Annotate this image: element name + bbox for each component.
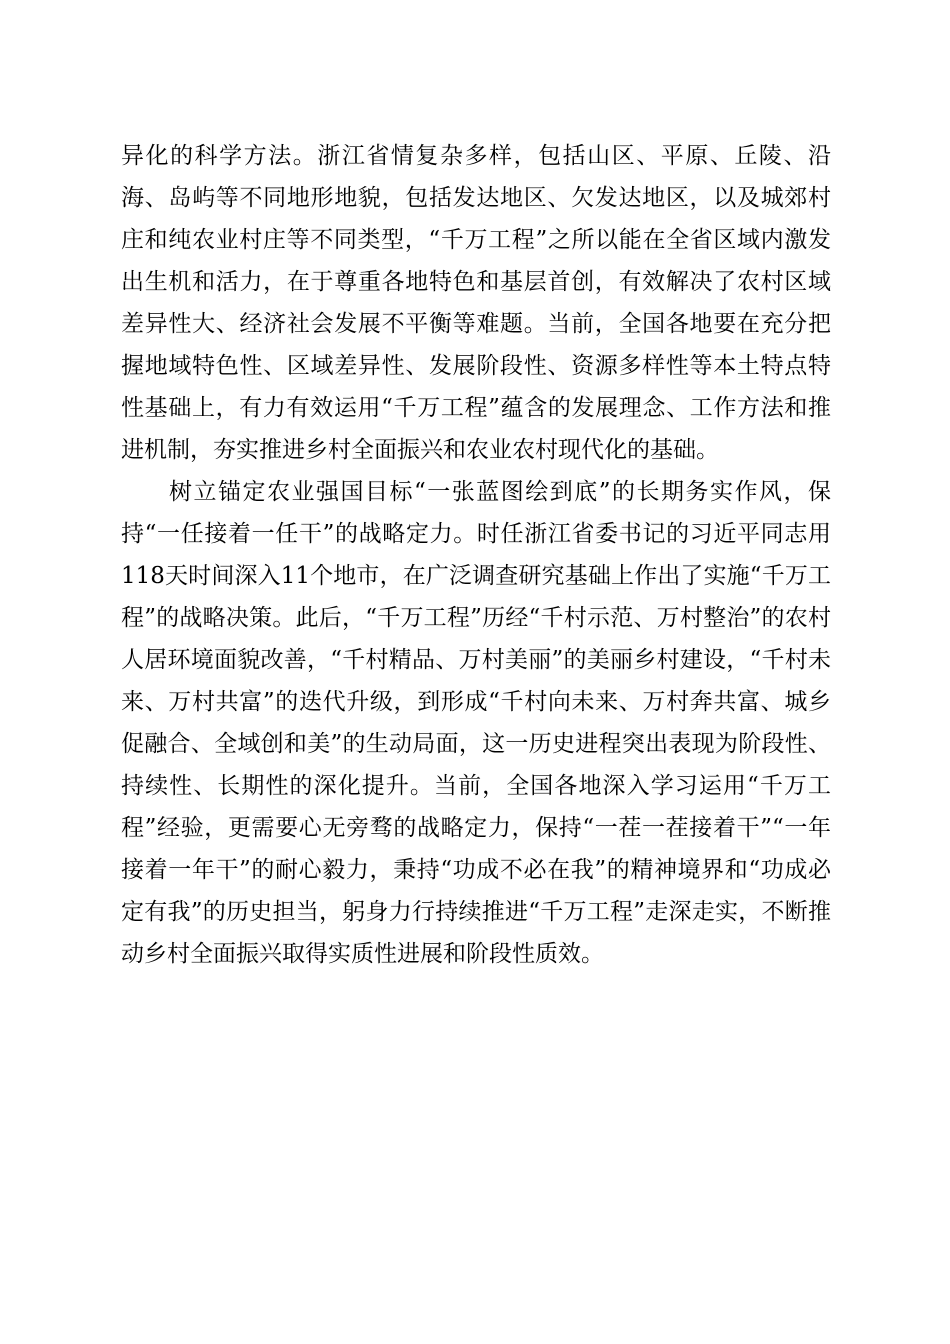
document-body bbox=[121, 135, 831, 975]
paragraph-continuation: 异化的科学方法。浙江省情复杂多样，包括山区、平原、丘陵、沿海、岛屿等不同地形地貌，包括发达地区、欠发达地区，以及城郊村庄和纯农业村庄等不同类型，“千万工程”之所以能在全省区域内激发出生机和活力，在于尊重各地特色和基层首创，有效解决了农村区域差异性大、经济社会发展不平衡等难题。当前，全国各地要在充分把握地域特色性、区域差异性、发展阶段性、资源多样性等本土特点特性基础上，有力有效运用“千万工程”蕴含的发展理念、工作方法和推进机制，夯实推进乡村全面振兴和农业农村现代化的基础。 bbox=[121, 143, 831, 463]
paragraph-strategic-focus: 树立锚定农业强国目标“一张蓝图绘到底”的长期务实作风，保持“一任接着一任干”的战略定力。时任浙江省委书记的习近平同志用118天时间深入11个地市，在广泛调查研究基础上作出了实施“千万工程”的战略决策。此后，“千万工程”历经“千村示范、万村整治”的农村人居环境面貌改善，“千村精品、万村美丽”的美丽乡村建设，“千村未来、万村共富”的迭代升级，到形成“千村向未来、万村奔共富、城乡促融合、全域创和美”的生动局面，这一历史进程突出表现为阶段性、持续性、长期性的深化提升。当前，全国各地深入学习运用“千万工程”经验，更需要心无旁骛的战略定力，保持“一茬一茬接着干”“一年接着一年干”的耐心毅力，秉持“功成不必在我”的精神境界和“功成必定有我”的历史担当，躬身力行持续推进“千万工程”走深走实，不断推动乡村全面振兴取得实质性进展和阶段性质效。 bbox=[121, 479, 831, 967]
